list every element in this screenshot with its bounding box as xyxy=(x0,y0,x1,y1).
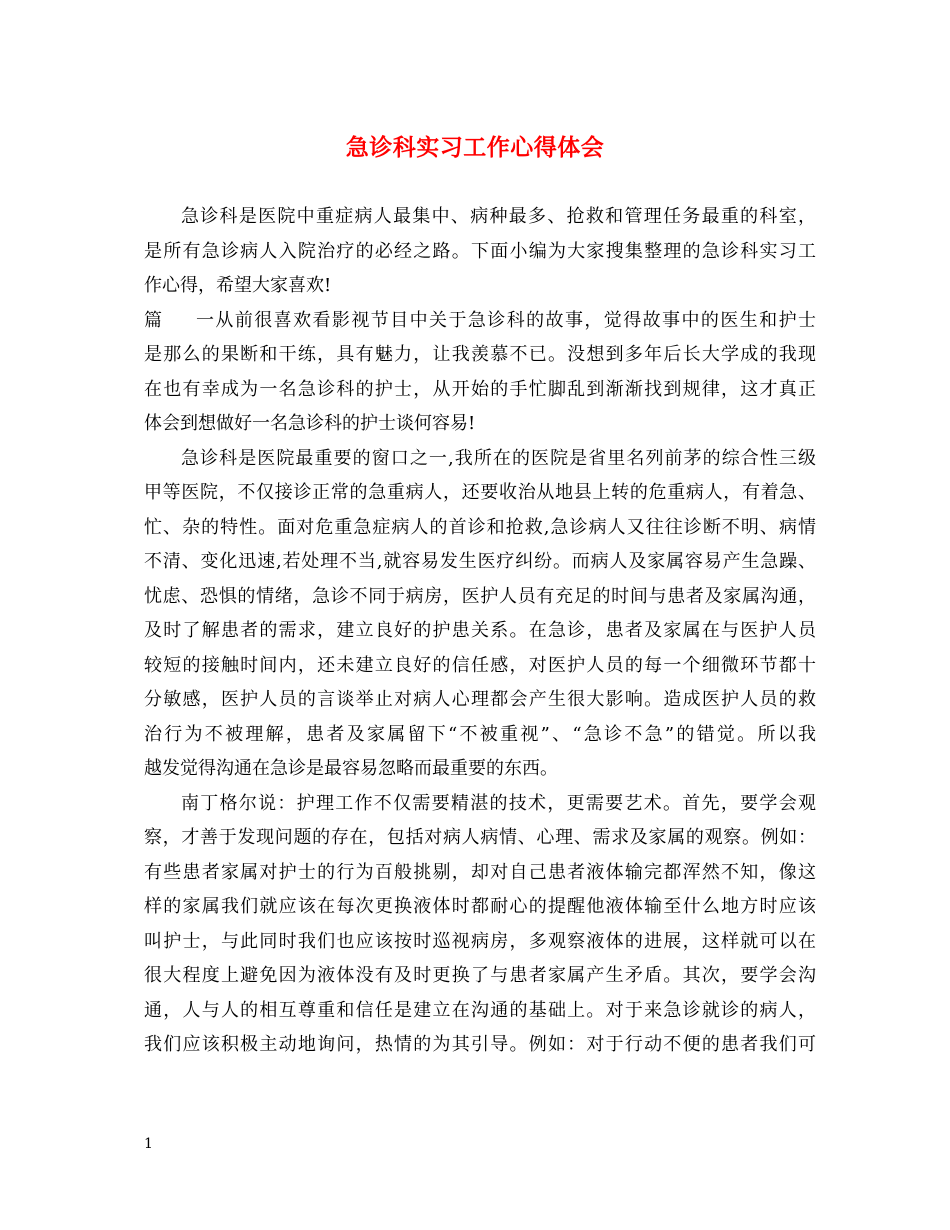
intro-line: 是所有急诊病人入院治疗的必经之路。下面小编为大家搜集整理的急诊科实习工 xyxy=(144,240,816,262)
section1-line: 在也有幸成为一名急诊科的护士，从开始的手忙脚乱到渐渐找到规律，这才真正 xyxy=(144,378,816,400)
paragraph3-line: 察，才善于发现问题的存在，包括对病人病情、心理、需求及家属的观察。例如： xyxy=(144,827,816,848)
paragraph2-line: 忧虑、恐惧的情绪，急诊不同于病房，医护人员有充足的时间与患者及家属沟通， xyxy=(144,585,816,607)
paragraph3-line: 南丁格尔说：护理工作不仅需要精湛的技术，更需要艺术。首先，要学会观 xyxy=(181,792,816,814)
section1-line: 体会到想做好一名急诊科的护士谈何容易! xyxy=(144,413,476,434)
section1-line: 是那么的果断和干练，具有魅力，让我羡慕不已。没想到多年后长大学成的我现 xyxy=(144,344,816,365)
paragraph2-line: 甲等医院，不仅接诊正常的急重病人，还要收治从地县上转的危重病人，有着急、 xyxy=(144,482,816,503)
section1-first-line xyxy=(144,304,816,339)
intro-line: 作心得，希望大家喜欢! xyxy=(144,275,332,296)
paragraph2-line: 治行为不被理解，患者及家属留下“不被重视”、“急诊不急”的错觉。所以我 xyxy=(144,723,816,745)
paragraph2-line: 不清、变化迅速,若处理不当,就容易发生医疗纠纷。而病人及家属容易产生急躁、 xyxy=(144,551,816,572)
page-number: 1 xyxy=(144,1136,153,1152)
paragraph2-line: 及时了解患者的需求，建立良好的护患关系。在急诊，患者及家属在与医护人员 xyxy=(144,620,816,641)
paragraph2-line: 较短的接触时间内，还未建立良好的信任感，对医护人员的每一个细微环节都十 xyxy=(144,654,816,676)
paragraph2-line: 分敏感，医护人员的言谈举止对病人心理都会产生很大影响。造成医护人员的救 xyxy=(144,689,816,710)
paragraph3-line: 很大程度上避免因为液体没有及时更换了与患者家属产生矛盾。其次，要学会沟 xyxy=(144,965,816,986)
intro-line: 急诊科是医院中重症病人最集中、病种最多、抢救和管理任务最重的科室， xyxy=(181,206,816,227)
paragraph2-line: 越发觉得沟通在急诊是最容易忽略而最重要的东西。 xyxy=(144,758,558,779)
paragraph3-line: 样的家属我们就应该在每次更换液体时都耐心的提醒他液体输至什么地方时应该 xyxy=(144,896,816,917)
document-title: 急诊科实习工作心得体会 xyxy=(345,134,605,161)
paragraph2-line: 急诊科是医院最重要的窗口之一,我所在的医院是省里名列前茅的综合性三级 xyxy=(181,447,816,469)
section-label: 篇一 xyxy=(144,309,214,331)
paragraph3-line: 我们应该积极主动地询问，热情的为其引导。例如：对于行动不便的患者我们可 xyxy=(144,1034,816,1055)
section1-line: 从前很喜欢看影视节目中关于急诊科的故事，觉得故事中的医生和护士 xyxy=(214,309,816,331)
paragraph3-line: 叫护士，与此同时我们也应该按时巡视病房，多观察液体的进展，这样就可以在 xyxy=(144,930,816,952)
paragraph3-line: 通，人与人的相互尊重和信任是建立在沟通的基础上。对于来急诊就诊的病人， xyxy=(144,999,816,1021)
document-body xyxy=(144,200,816,1063)
paragraph3-line: 有些患者家属对护士的行为百般挑剔，却对自己患者液体输完都浑然不知，像这 xyxy=(144,861,816,883)
paragraph2-line: 忙、杂的特性。面对危重急症病人的首诊和抢救,急诊病人又往往诊断不明、病情 xyxy=(144,516,816,538)
